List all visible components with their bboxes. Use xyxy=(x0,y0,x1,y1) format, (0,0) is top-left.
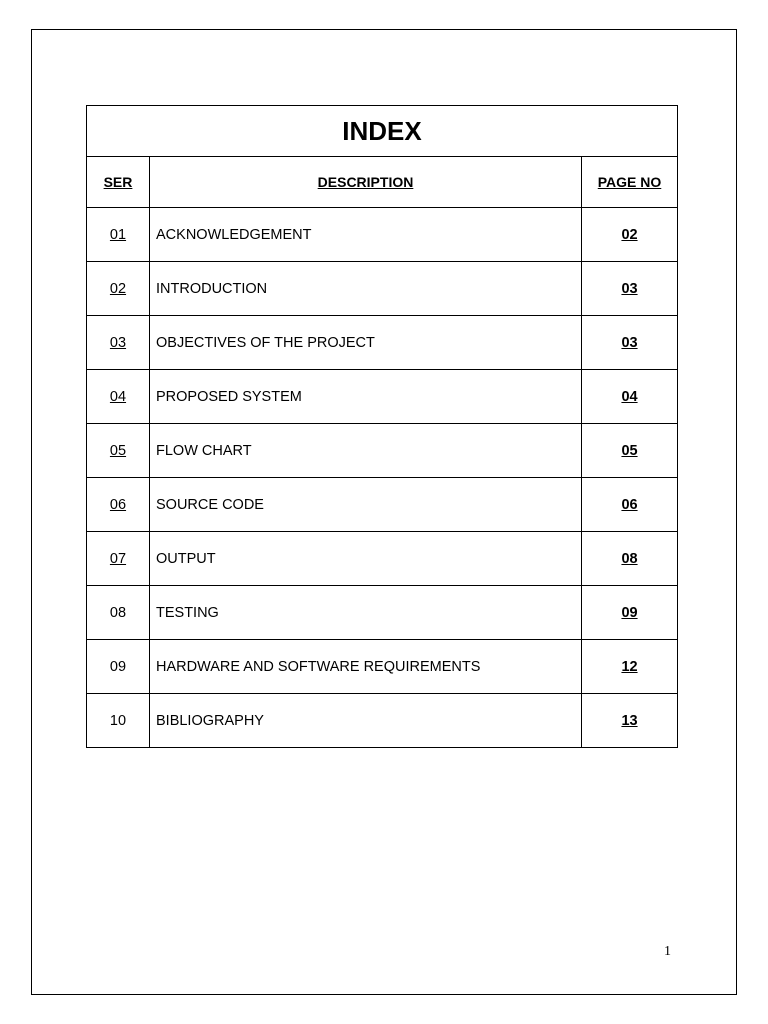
row-ser: 07 xyxy=(87,532,150,586)
row-ser: 03 xyxy=(87,316,150,370)
row-ser: 10 xyxy=(87,694,150,748)
row-description: BIBLIOGRAPHY xyxy=(150,694,582,748)
table-row xyxy=(87,370,678,424)
row-description: HARDWARE AND SOFTWARE REQUIREMENTS xyxy=(150,640,582,694)
index-title: INDEX xyxy=(87,106,678,157)
row-page: 03 xyxy=(582,262,678,316)
row-page: 02 xyxy=(582,208,678,262)
table-row xyxy=(87,640,678,694)
row-page: 05 xyxy=(582,424,678,478)
row-description: TESTING xyxy=(150,586,582,640)
row-page: 09 xyxy=(582,586,678,640)
header-ser: SER xyxy=(87,157,150,208)
row-description: SOURCE CODE xyxy=(150,478,582,532)
row-page: 08 xyxy=(582,532,678,586)
row-ser: 09 xyxy=(87,640,150,694)
row-ser: 02 xyxy=(87,262,150,316)
row-description: OBJECTIVES OF THE PROJECT xyxy=(150,316,582,370)
row-page: 06 xyxy=(582,478,678,532)
row-page: 13 xyxy=(582,694,678,748)
row-page: 04 xyxy=(582,370,678,424)
index-table xyxy=(86,105,678,748)
page-number: 1 xyxy=(664,944,671,959)
table-row xyxy=(87,478,678,532)
header-description: DESCRIPTION xyxy=(150,157,582,208)
table-row xyxy=(87,532,678,586)
row-page: 03 xyxy=(582,316,678,370)
header-page-no: PAGE NO xyxy=(582,157,678,208)
row-ser: 08 xyxy=(87,586,150,640)
table-row xyxy=(87,262,678,316)
row-description: OUTPUT xyxy=(150,532,582,586)
row-description: INTRODUCTION xyxy=(150,262,582,316)
table-row xyxy=(87,586,678,640)
table-row xyxy=(87,208,678,262)
table-row xyxy=(87,424,678,478)
row-ser: 04 xyxy=(87,370,150,424)
table-row xyxy=(87,694,678,748)
row-description: ACKNOWLEDGEMENT xyxy=(150,208,582,262)
table-header-row xyxy=(87,157,678,208)
row-ser: 01 xyxy=(87,208,150,262)
row-description: PROPOSED SYSTEM xyxy=(150,370,582,424)
table-row xyxy=(87,316,678,370)
row-ser: 06 xyxy=(87,478,150,532)
row-ser: 05 xyxy=(87,424,150,478)
row-description: FLOW CHART xyxy=(150,424,582,478)
row-page: 12 xyxy=(582,640,678,694)
